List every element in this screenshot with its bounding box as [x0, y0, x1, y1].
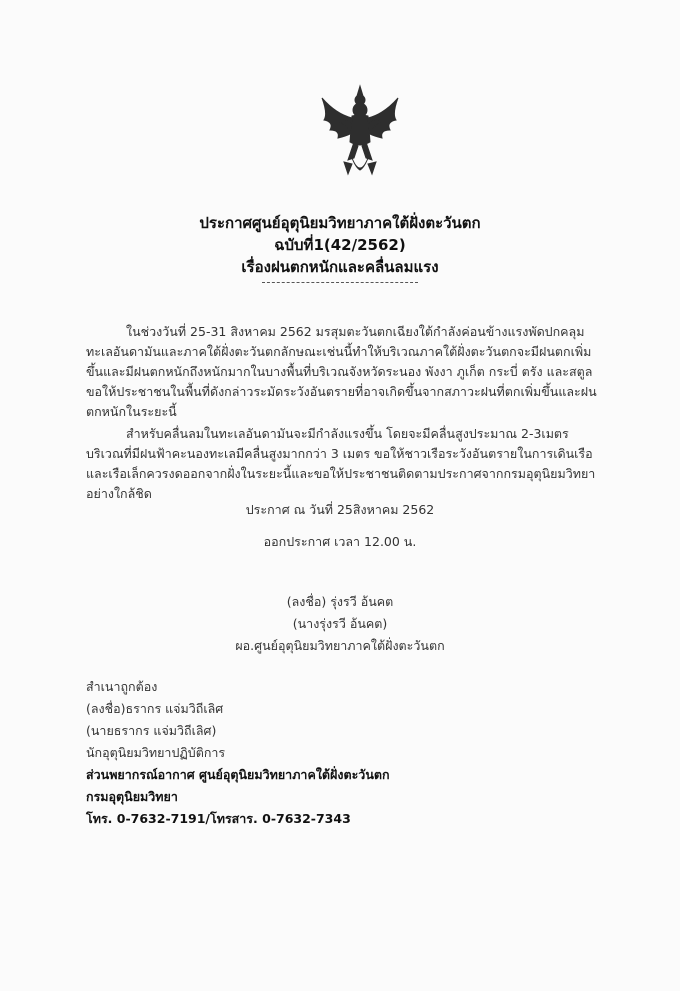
announcement-body	[86, 322, 606, 506]
copy-role: นักอุตุนิยมวิทยาปฏิบัติการ	[86, 745, 226, 760]
signature-signed: (ลงชื่อ) รุ่งรวี อ้นคต	[286, 594, 394, 609]
announcement-subject: เรื่องฝนตกหนักและคลื่นลมแรง	[241, 258, 439, 276]
body-paragraph-1: ในช่วงวันที่ 25-31 สิงหาคม 2562 มรสุมตะวันตกเฉียงใต้กำลังค่อนข้างแรงพัดปกคลุมทะเลอันดามันและภาคใต้ฝั่งตะวันตกลักษณะเช่นนี้ทำให้บริเวณภาคใต้ฝั่งตะวันตกจะมีฝนตกเพิ่มขึ้นและมีฝนตกหนักถึงหนักมากในบางพื้นที่บริเวณจังหวัดระนอง พังงา ภูเก็ต กระบี่ ตรัง และสตูล ขอให้ประชาชนในพื้นที่ดังกล่าวระมัดระวังอันตรายที่อาจเกิดขึ้นจากสภาวะฝนที่ตกเพิ่มขึ้นและฝนตกหนักในระยะนี้	[86, 324, 597, 419]
copy-division: ส่วนพยากรณ์อากาศ ศูนย์อุตุนิยมวิทยาภาคใต้ฝั่งตะวันตก	[86, 767, 390, 782]
header-divider	[262, 282, 418, 283]
certified-copy-block	[86, 676, 606, 830]
announcement-time: ออกประกาศ เวลา 12.00 น.	[263, 534, 417, 549]
copy-department: กรมอุตุนิยมวิทยา	[86, 789, 178, 804]
announcement-header	[0, 212, 680, 283]
copy-contact: โทร. 0-7632-7191/โทรสาร. 0-7632-7343	[86, 811, 351, 826]
announcement-title: ประกาศศูนย์อุตุนิยมวิทยาภาคใต้ฝั่งตะวันตก	[199, 214, 481, 232]
announcement-date: ประกาศ ณ วันที่ 25สิงหาคม 2562	[245, 502, 435, 517]
signature-block	[0, 591, 680, 657]
garuda-emblem-icon	[318, 84, 402, 180]
copy-name: (นายธรากร แจ่มวิถีเลิศ)	[86, 723, 217, 738]
announcement-issue: ฉบับที่1(42/2562)	[274, 236, 406, 254]
signature-position: ผอ.ศูนย์อุตุนิยมวิทยาภาคใต้ฝั่งตะวันตก	[235, 638, 445, 653]
copy-signed: (ลงชื่อ)ธรากร แจ่มวิถีเลิศ	[86, 701, 224, 716]
body-paragraph-2: สำหรับคลื่นลมในทะเลอันดามันจะมีกำลังแรงขึ้น โดยจะมีคลื่นสูงประมาณ 2-3เมตร บริเวณที่มีฝนฟ้าคะนองทะเลมีคลื่นสูงมากกว่า 3 เมตร ขอให้ชาวเรือระวังอันตรายในการเดินเรือ และเรือเล็กควรงดออกจากฝั่งในระยะนี้และขอให้ประชาชนติดตามประกาศจากกรมอุตุนิยมวิทยาอย่างใกล้ชิด	[86, 426, 596, 501]
copy-certified-label: สำเนาถูกต้อง	[86, 679, 158, 694]
signature-name: (นางรุ่งรวี อ้นคต)	[292, 616, 388, 631]
